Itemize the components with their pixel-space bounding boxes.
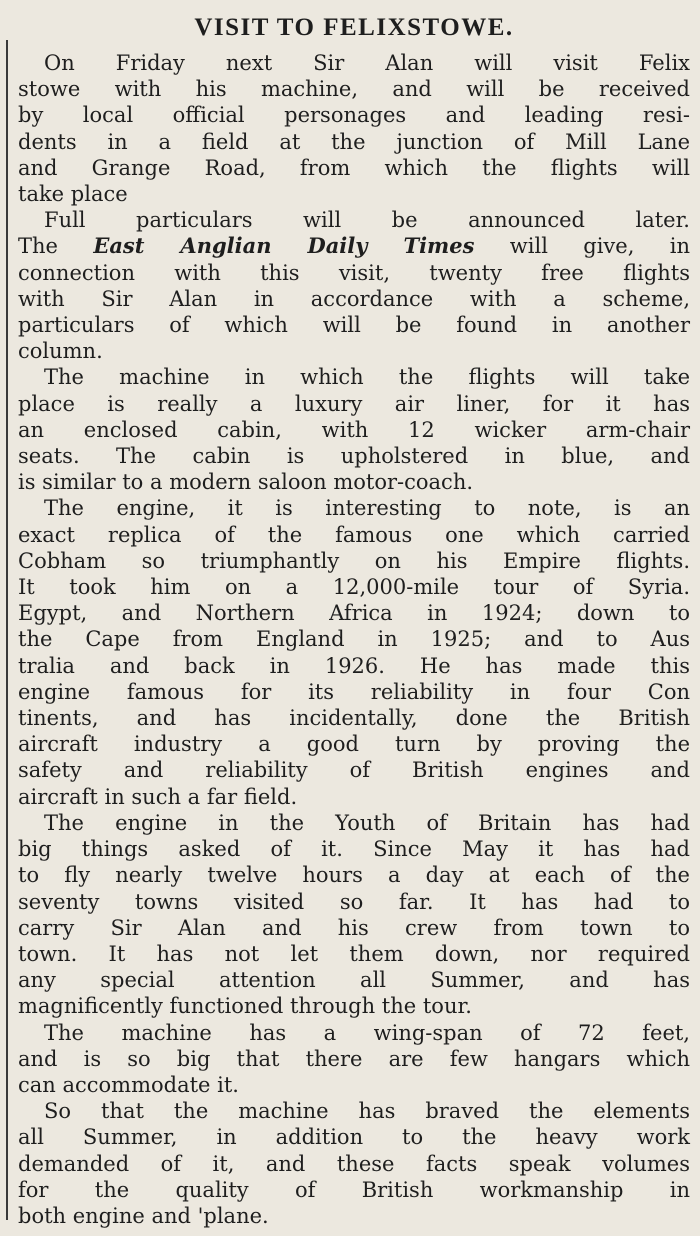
text-line: both engine and 'plane. xyxy=(18,1203,269,1228)
text-segment: will give, in xyxy=(474,234,690,259)
newspaper-article xyxy=(18,14,690,1229)
text-line: town. It has not let them down, nor required xyxy=(18,941,690,966)
text-line: demanded of it, and these facts speak volumes xyxy=(18,1151,690,1176)
text-line: The machine has a wing-span of 72 feet, xyxy=(44,1020,690,1045)
text-line: engine famous for its reliability in four Con xyxy=(18,679,690,704)
paragraph-6 xyxy=(18,1020,690,1099)
text-line-mixed xyxy=(18,233,690,259)
text-line: aircraft industry a good turn by proving the xyxy=(18,732,690,757)
paragraph-7 xyxy=(18,1098,690,1229)
text-line: tralia and back in 1926. He has made this xyxy=(18,653,690,678)
paragraph-2 xyxy=(18,207,690,364)
text-line: On Friday next Sir Alan will visit Felix xyxy=(44,51,690,75)
text-line: carry Sir Alan and his crew from town to xyxy=(18,915,690,940)
text-line: aircraft in such a far field. xyxy=(18,784,298,809)
text-line: all Summer, in addition to the heavy work xyxy=(18,1125,690,1150)
text-line: exact replica of the famous one which carried xyxy=(18,522,690,547)
paragraph-5 xyxy=(18,810,690,1020)
text-segment: The xyxy=(18,234,94,259)
text-line: an enclosed cabin, with 12 wicker arm-chair xyxy=(18,417,690,442)
text-line: safety and reliability of British engines and xyxy=(18,758,690,783)
text-line: magnificently functioned through the tour. xyxy=(18,994,472,1019)
text-line: The machine in which the flights will take xyxy=(44,365,690,390)
text-line: to fly nearly twelve hours a day at each of the xyxy=(18,863,690,888)
text-line: for the quality of British workmanship in xyxy=(18,1177,690,1202)
text-line: big things asked of it. Since May it has had xyxy=(18,837,690,862)
text-line: stowe with his machine, and will be received xyxy=(18,77,690,102)
paragraph-4 xyxy=(18,495,690,809)
text-line: dents in a field at the junction of Mill Lane xyxy=(18,129,690,154)
text-line: seventy towns visited so far. It has had to xyxy=(18,889,690,914)
text-line: can accommodate it. xyxy=(18,1072,239,1097)
text-line: particulars of which will be found in another xyxy=(18,313,690,338)
text-line: So that the machine has braved the elements xyxy=(44,1099,690,1124)
text-line: Egypt, and Northern Africa in 1924; down to xyxy=(18,601,690,626)
text-line: column. xyxy=(18,339,103,364)
text-line: and Grange Road, from which the flights will xyxy=(18,155,690,180)
text-line: The engine in the Youth of Britain has had xyxy=(44,810,690,835)
text-line: and is so big that there are few hangars which xyxy=(18,1046,690,1071)
text-line: take place xyxy=(18,182,128,207)
text-line: tinents, and has incidentally, done the British xyxy=(18,706,690,731)
text-line: with Sir Alan in accordance with a scheme, xyxy=(18,286,690,311)
text-line: It took him on a 12,000-mile tour of Syria. xyxy=(18,575,690,600)
text-line: the Cape from England in 1925; and to Aus xyxy=(18,627,690,652)
text-line: connection with this visit, twenty free flights xyxy=(18,260,690,285)
newspaper-name: East Anglian Daily Times xyxy=(93,233,475,259)
headline: VISIT TO FELIXSTOWE. xyxy=(194,14,514,41)
column-rule xyxy=(6,40,8,1220)
text-line: The engine, it is interesting to note, is an xyxy=(44,496,690,521)
text-line: Cobham so triumphantly on his Empire flights. xyxy=(18,548,690,573)
text-line: Full particulars will be announced later. xyxy=(44,208,690,233)
text-line: any special attention all Summer, and has xyxy=(18,968,690,993)
text-line: is similar to a modern saloon motor-coach. xyxy=(18,470,474,495)
paragraph-3 xyxy=(18,364,690,495)
paragraph-1 xyxy=(18,50,690,207)
text-line: place is really a luxury air liner, for it has xyxy=(18,391,690,416)
text-line: seats. The cabin is upholstered in blue, and xyxy=(18,444,690,469)
text-line: by local official personages and leading resi- xyxy=(18,103,690,128)
